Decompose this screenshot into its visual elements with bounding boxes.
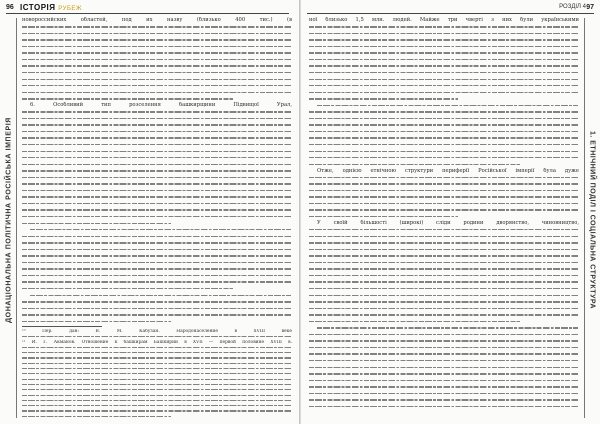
- left-body-text: [22, 17, 292, 325]
- text-line: [309, 213, 579, 220]
- text-line: [22, 96, 292, 103]
- text-line: [309, 161, 579, 168]
- right-vertical-header-text: 1. ЕТНІЧНИЙ ПОДІЛ І СОЦІАЛЬНА СТРУКТУРА: [588, 130, 596, 310]
- right-paragraph-intro-mid: Отже, однією етнічною структури периферії Російської імперії була дуже: [317, 167, 579, 174]
- footnote-1: ¹⁰ Пер. дан: В. М. Кабузан. Народонаселение в XVIII веке: [22, 329, 292, 334]
- right-body-text: [309, 17, 579, 410]
- footnote-2: ¹¹ И. Г. Акманов. Отношение к башкирам Башкирии в XVII — первой половине XVIII в.: [22, 339, 292, 345]
- series-title-accent: РУБЕЖ: [58, 6, 82, 12]
- left-header-rule: [6, 13, 289, 14]
- footnote-line: [22, 334, 292, 339]
- text-line: [309, 403, 579, 410]
- right-paragraph-intro-last: У своїй більшості (широкі) сліди родини дворянство, чиновництво,: [317, 219, 579, 226]
- left-opening-line: новороссийских областей, под их назву (близько 400 тис.) (в: [22, 17, 292, 23]
- footnote-rule: [22, 326, 102, 327]
- left-vertical-header-text: ДОНАЦІОНАЛЬНА ПОЛІТИЧНА РОСІЙСЬКА ІМПЕРІЯ: [5, 117, 13, 323]
- right-page: [301, 0, 600, 424]
- series-title-main: ІСТОРІЯ: [20, 3, 56, 12]
- left-page-number: 96: [6, 4, 14, 11]
- footnote-line: [22, 414, 292, 419]
- left-vertical-rule: [16, 18, 17, 418]
- right-header-rule: [307, 13, 594, 14]
- right-vertical-rule: [584, 18, 585, 418]
- right-vertical-header: [587, 24, 597, 416]
- right-opening-line: ної близько 1,5 млн. людей. Майже три чверті з них були українськими: [309, 17, 579, 23]
- right-page-number: 97: [586, 4, 594, 11]
- left-vertical-header: [4, 24, 14, 416]
- series-title: [20, 3, 82, 12]
- text-line: [22, 318, 292, 325]
- left-paragraph-intro: 6. Особливий тип розселення башкирщини Підвищої Урал,: [30, 102, 292, 109]
- footnotes: [22, 329, 292, 419]
- section-label: РОЗДІЛ 4: [559, 4, 586, 10]
